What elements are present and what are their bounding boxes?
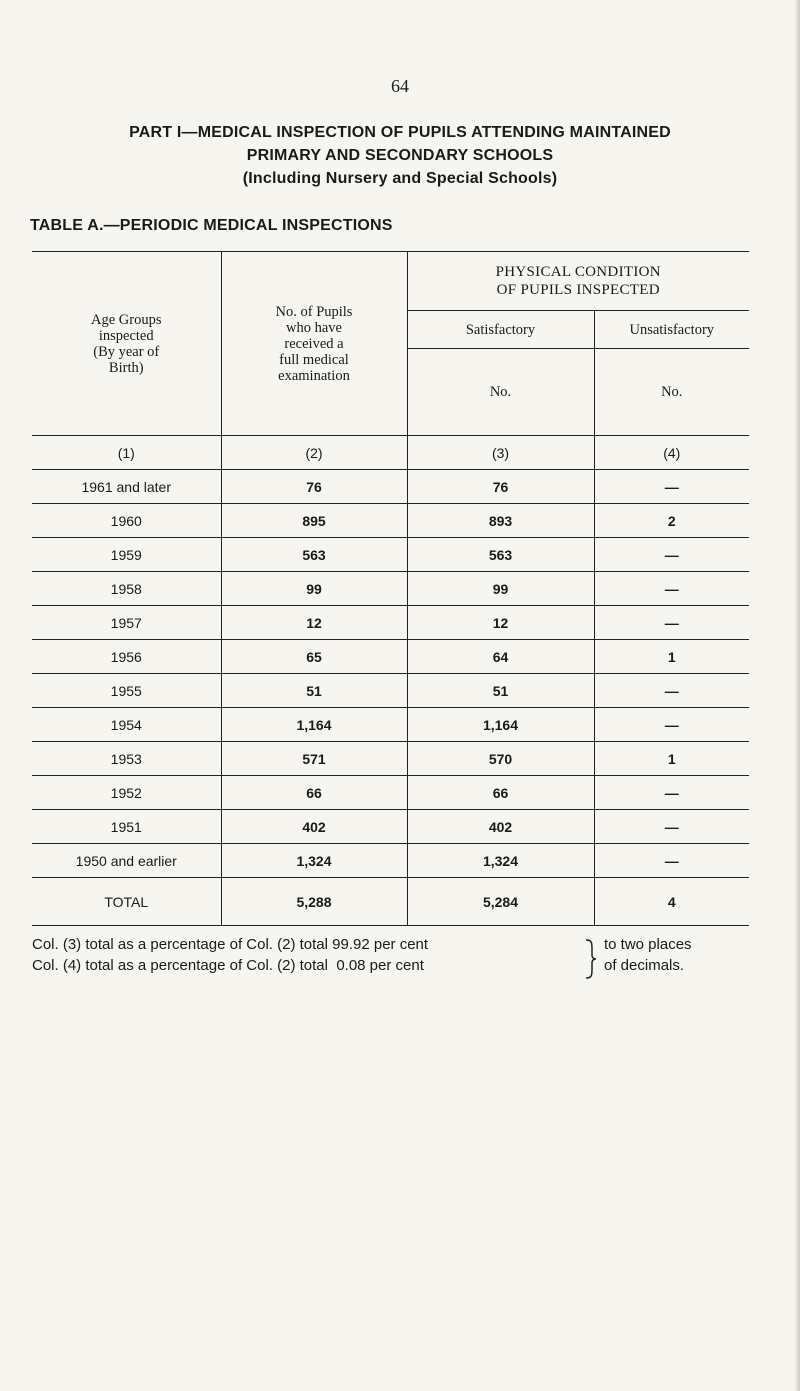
- table-row: [32, 572, 749, 606]
- table-title: TABLE A.—PERIODIC MEDICAL INSPECTIONS: [30, 217, 393, 234]
- brace-note-line-2: of decimals.: [604, 957, 685, 974]
- page-edge-shadow: [794, 0, 800, 1391]
- age-cell: 1952: [32, 776, 221, 810]
- table-row: [32, 538, 749, 572]
- satisfactory-cell: 76: [407, 470, 594, 504]
- satisfactory-cell: 402: [407, 810, 594, 844]
- pupils-cell: 66: [221, 776, 407, 810]
- table-row: [32, 606, 749, 640]
- total-row: [32, 878, 749, 926]
- table-row: [32, 810, 749, 844]
- table-body: [32, 470, 749, 878]
- total-label: TOTAL: [32, 878, 221, 926]
- satisfactory-cell: 563: [407, 538, 594, 572]
- header-pupils-line: received a: [284, 335, 344, 352]
- header-physical-line: PHYSICAL CONDITION: [495, 264, 661, 280]
- header-age-line: (By year of: [93, 343, 160, 360]
- table-row: [32, 844, 749, 878]
- col-number-4: (4): [594, 436, 749, 470]
- age-cell: 1953: [32, 742, 221, 776]
- col-number-1: (1): [32, 436, 221, 470]
- col-number-3: (3): [407, 436, 594, 470]
- total-pupils: 5,288: [221, 878, 407, 926]
- header-no-satisfactory: No.: [407, 349, 594, 436]
- unsatisfactory-cell: —: [594, 606, 749, 640]
- age-cell: 1950 and earlier: [32, 844, 221, 878]
- satisfactory-cell: 893: [407, 504, 594, 538]
- header-no-unsatisfactory: No.: [594, 349, 749, 436]
- age-cell: 1955: [32, 674, 221, 708]
- header-no-of-pupils: [221, 252, 407, 436]
- age-cell: 1954: [32, 708, 221, 742]
- page-number: 64: [391, 76, 409, 96]
- header-age-line: inspected: [98, 327, 154, 344]
- header-age-groups: [32, 252, 221, 436]
- header-pupils-line: examination: [278, 367, 350, 384]
- satisfactory-cell: 51: [407, 674, 594, 708]
- header-pupils-line: No. of Pupils: [275, 303, 353, 320]
- satisfactory-cell: 1,324: [407, 844, 594, 878]
- header-physical-condition: [407, 252, 749, 311]
- header-physical-line: OF PUPILS INSPECTED: [496, 282, 660, 298]
- unsatisfactory-cell: —: [594, 674, 749, 708]
- age-cell: 1958: [32, 572, 221, 606]
- footnote-col4: Col. (4) total as a percentage of Col. (2) total 0.08 per cent: [32, 957, 424, 974]
- pupils-cell: 99: [221, 572, 407, 606]
- pupils-cell: 402: [221, 810, 407, 844]
- heading-line-1: PART I—MEDICAL INSPECTION OF PUPILS ATTENDING MAINTAINED: [129, 124, 671, 141]
- satisfactory-cell: 1,164: [407, 708, 594, 742]
- header-age-line: Birth): [108, 359, 144, 376]
- heading-line-3: (Including Nursery and Special Schools): [242, 170, 558, 187]
- unsatisfactory-cell: 2: [594, 504, 749, 538]
- col-number-2: (2): [221, 436, 407, 470]
- table-row: [32, 640, 749, 674]
- age-cell: 1960: [32, 504, 221, 538]
- footnote-col3: Col. (3) total as a percentage of Col. (2) total 99.92 per cent: [32, 936, 429, 953]
- unsatisfactory-cell: —: [594, 776, 749, 810]
- unsatisfactory-cell: —: [594, 572, 749, 606]
- header-pupils-line: who have: [286, 319, 342, 336]
- unsatisfactory-cell: —: [594, 844, 749, 878]
- age-cell: 1961 and later: [32, 470, 221, 504]
- pupils-cell: 76: [221, 470, 407, 504]
- age-cell: 1959: [32, 538, 221, 572]
- unsatisfactory-cell: —: [594, 708, 749, 742]
- satisfactory-cell: 64: [407, 640, 594, 674]
- table-row: [32, 674, 749, 708]
- pupils-cell: 12: [221, 606, 407, 640]
- table-row: [32, 776, 749, 810]
- age-cell: 1956: [32, 640, 221, 674]
- satisfactory-cell: 12: [407, 606, 594, 640]
- pupils-cell: 1,164: [221, 708, 407, 742]
- pupils-cell: 563: [221, 538, 407, 572]
- header-satisfactory: Satisfactory: [407, 311, 594, 349]
- header-unsatisfactory: Unsatisfactory: [594, 311, 749, 349]
- table-row: [32, 708, 749, 742]
- unsatisfactory-cell: —: [594, 470, 749, 504]
- satisfactory-cell: 570: [407, 742, 594, 776]
- satisfactory-cell: 66: [407, 776, 594, 810]
- table-row: [32, 470, 749, 504]
- total-satisfactory: 5,284: [407, 878, 594, 926]
- page-heading: [40, 121, 760, 190]
- periodic-inspections-table: [32, 251, 749, 926]
- age-cell: 1957: [32, 606, 221, 640]
- pupils-cell: 51: [221, 674, 407, 708]
- header-age-line: Age Groups: [91, 311, 162, 328]
- heading-line-2: PRIMARY AND SECONDARY SCHOOLS: [246, 147, 554, 164]
- pupils-cell: 571: [221, 742, 407, 776]
- brace-note-line-1: to two places: [604, 936, 692, 953]
- unsatisfactory-cell: 1: [594, 640, 749, 674]
- pupils-cell: 65: [221, 640, 407, 674]
- pupils-cell: 1,324: [221, 844, 407, 878]
- right-brace-icon: [584, 939, 598, 979]
- unsatisfactory-cell: —: [594, 538, 749, 572]
- pupils-cell: 895: [221, 504, 407, 538]
- satisfactory-cell: 99: [407, 572, 594, 606]
- brace-note: [604, 934, 692, 976]
- column-number-row: [32, 436, 749, 470]
- total-unsatisfactory: 4: [594, 878, 749, 926]
- unsatisfactory-cell: —: [594, 810, 749, 844]
- table-row: [32, 742, 749, 776]
- unsatisfactory-cell: 1: [594, 742, 749, 776]
- age-cell: 1951: [32, 810, 221, 844]
- table-row: [32, 504, 749, 538]
- header-pupils-line: full medical: [279, 351, 349, 368]
